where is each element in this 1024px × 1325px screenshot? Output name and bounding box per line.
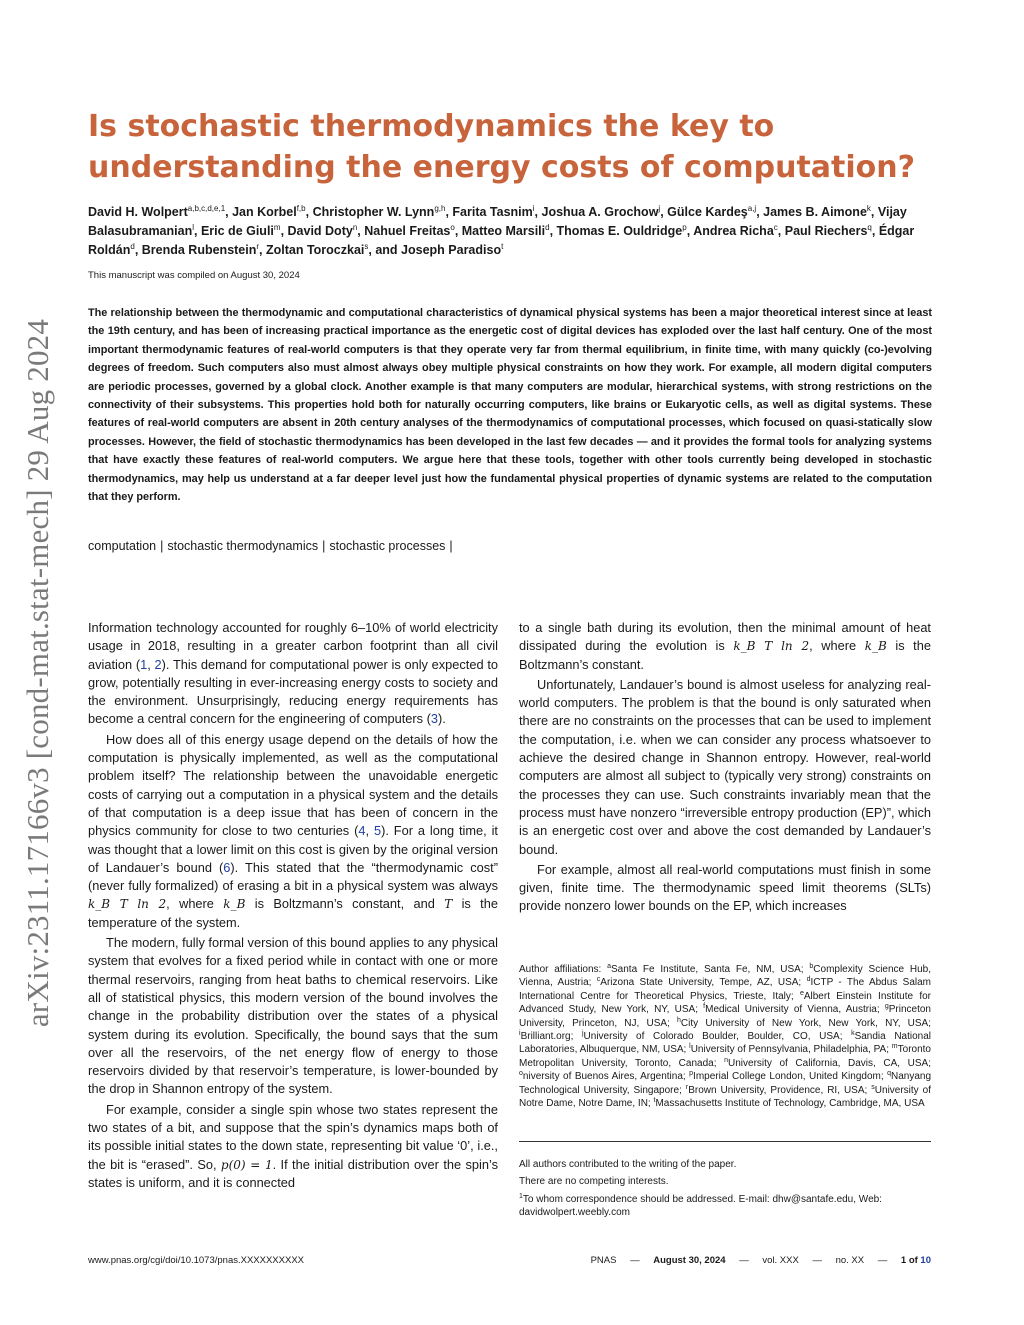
author-name: Thomas E. Ouldridge$^p$	[556, 223, 687, 238]
paragraph: Information technology accounted for roughly 6–10% of world electricity usage in 2018, resulting in a greater carbon footprint than all civil aviation (1, 2). This demand for computational power is only expected to grow, potentially resulting in ever-increasing energy costs to society and the environment. Unsurprisingly, reducing energy requirements has become a central concern for the engineering of computers (3).	[88, 620, 498, 727]
body-right-column	[519, 619, 931, 918]
affiliation-marker: s	[364, 242, 369, 251]
affiliation-marker: i	[532, 204, 535, 213]
affiliation-entry: $^n$University of California, Davis, CA, USA;	[724, 1056, 931, 1069]
citation-link[interactable]: 6	[223, 859, 231, 875]
affiliation-entry: $^p$Imperial College London, United Kingdom;	[689, 1070, 884, 1083]
affiliation-marker: c	[773, 223, 778, 232]
issue-number: no. XX	[835, 1255, 865, 1266]
affiliation-entry: $^g$Princeton University, Princeton, NJ, USA;	[519, 1003, 931, 1029]
paragraph: For example, almost all real-world computations must finish in some given, finite time. The thermodynamic speed limit theorems (SLTs) provide nonzero lower bounds on the EP, which increases	[519, 861, 931, 914]
journal-name: PNAS	[590, 1255, 617, 1266]
affiliation-marker: a,b,c,d,e,1	[187, 204, 226, 213]
keywords: computation | stochastic thermodynamics | stochastic processes |	[88, 539, 453, 553]
arxiv-stamp	[8, 268, 68, 1078]
affiliation-marker: m	[273, 223, 281, 232]
affiliation-entry: $^c$Arizona State University, Tempe, AZ, USA;	[596, 976, 802, 989]
abstract: The relationship between the thermodynamic and computational characteristics of dynamical physical systems has been a major theoretical interest since at least the 19th century, and has been of increasing practical importance as the energetic cost of digital devices has exploded over the last half century. One of the most important thermodynamic features of real-world computers is that they operate very far from thermal equilibrium, in finite time, with many quickly (co-)evolving degrees of freedom. Such computers also must almost always obey multiple physical constraints on how they work. For example, all modern digital computers are periodic processes, governed by a global clock. Another example is that many computers are modular, hierarchical systems, with strong restrictions on the connectivity of their subsystems. This properties hold both for naturally occurring computers, like brains or Eukaryotic cells, as well as digital systems. These features of real-world computers are absent in 20th century analyses of the thermodynamics of computational processes, which focused on quasi-statically slow processes. However, the field of stochastic thermodynamics has been developed in the last few decades — and it provides the formal tools for analyzing systems that have exactly these features of real-world computers. We argue here that these tools, together with other tools currently being developed in stochastic thermodynamics, may help us understand at a far deeper level just how the fundamental physical properties of dynamic systems are related to the computation that they perform.	[88, 307, 932, 504]
affiliation-marker: g,h	[434, 204, 446, 213]
affiliation-marker: k	[866, 204, 871, 213]
author-name: Andrea Richa$^c$	[693, 223, 778, 238]
paper-title: Is stochastic thermodynamics the key to understanding the energy costs of computation?	[88, 109, 916, 185]
affiliation-marker: l	[192, 223, 194, 232]
author-name: James B. Aimone$^k$	[763, 204, 871, 219]
paragraph: For example, consider a single spin whose two states represent the two states of a bit, and suppose that the spin’s dynamics maps both of its possible initial states to the down state, representing bit value ‘0’, i.e., the bit is “erased”. So, p(0) = 1. If the initial distribution over the spin’s states is uniform, and it is connected	[88, 1101, 498, 1190]
affiliation-marker: d	[545, 223, 550, 232]
citation-link[interactable]: 3	[430, 711, 438, 727]
affiliation-entry: $^b$Complexity Science Hub, Vienna, Austria;	[519, 963, 932, 989]
citation-link[interactable]: 2	[154, 656, 162, 672]
affiliation-marker: d	[130, 242, 135, 251]
affiliation-marker: n	[352, 223, 358, 232]
affiliation-entry: $^r$Brown University, Providence, RI, USA;	[685, 1083, 868, 1096]
affiliation-marker: t	[501, 242, 504, 251]
volume: vol. XXX	[762, 1255, 799, 1266]
paragraph: Unfortunately, Landauer’s bound is almost useless for analyzing real-world computers. The problem is that the bound is only saturated when there are no constraints on the processes that can be used to implement the computation, i.e. when we can consider any process whatsoever to achieve the desired change in Shannon entropy. However, real-world computers are almost all subject to (typically very strong) constraints on the processes they can use. Such constraints invariably mean that the process must have nonzero “irreversible entropy production (EP)”, which is an energetic cost over and above the cost demanded by Landauer’s bound.	[519, 676, 931, 857]
affiliation-entry: $^d$ICTP - The Abdus Salam International Centre for Theoretical Physics, Trieste, Italy;	[519, 976, 931, 1002]
page-number: 1 of 10	[900, 1255, 931, 1266]
correspondence-note: $^1$To whom correspondence should be addressed. E-mail: dhw@santafe.edu, Web: davidwolpert.weebly.com	[519, 1192, 882, 1219]
keyword: computation	[88, 539, 157, 553]
footnotes	[519, 1158, 931, 1224]
compiled-date: This manuscript was compiled on August 30, 2024	[88, 270, 300, 281]
affiliation-entry: $^j$University of Colorado Boulder, Boulder, CO, USA;	[581, 1030, 843, 1043]
affiliation-entry: $^e$Albert Einstein Institute for Advanced Study, New York, NY, USA;	[519, 989, 931, 1016]
affiliation-entry: $^k$Sandia National Laboratories, Albuquerque, NM, USA;	[519, 1030, 932, 1056]
paragraph: The modern, fully formal version of this bound applies to any physical system that evolves for a fixed period while in contact with one or more thermal reservoirs, ranging from heat baths to chemical reservoirs. Like all of statistical physics, this modern version of the bound involves the change in the probability distribution over the states of a physical system during its evolution. Specifically, the bound says that the sum over all the reservoirs, of the net energy flow of energy to those reservoirs divided by that reservoir’s temperature, is lower-bounded by the drop in Shannon entropy of the system.	[88, 935, 498, 1097]
affiliation-entry: $^h$City University of New York, New York, NY, USA;	[677, 1016, 931, 1029]
math-expression: k_B T ln 2	[733, 639, 810, 654]
affiliation-entry: $^i$Brilliant.org;	[519, 1030, 574, 1043]
math-expression: p(0) = 1	[220, 1157, 273, 1172]
affiliation-marker: q	[867, 223, 872, 232]
author-name: Nahuel Freitas$^o$	[364, 223, 455, 238]
affiliation-marker: f,b	[296, 204, 306, 213]
math-expression: T	[444, 897, 453, 912]
keyword: stochastic processes	[329, 539, 446, 553]
citation-link[interactable]: 4	[358, 823, 366, 839]
author-name: Brenda Rubenstein$^r$	[141, 242, 260, 257]
citation-link[interactable]: 5	[373, 823, 382, 839]
math-expression: k_B T ln 2	[88, 897, 167, 912]
author-name: Jan Korbel$^{f,b}$	[232, 204, 306, 219]
author-name: Édgar Roldán$^d$	[88, 224, 915, 257]
last-page-link[interactable]: 10	[920, 1255, 931, 1266]
math-expression: k_B	[864, 639, 887, 654]
affiliation-entry: $^m$Toronto Metropolitan University, Toronto, Canada;	[519, 1043, 931, 1069]
author-name: Paul Riechers$^q$	[784, 223, 872, 238]
author-name: Gülce Kardeş$^{a,j}$	[667, 204, 757, 219]
math-expression: k_B	[223, 897, 246, 912]
contribution-note: All authors contributed to the writing of the paper.	[519, 1159, 737, 1170]
author-name: Joseph Paradiso$^t$	[401, 242, 504, 257]
author-list: David H. Wolpert$^{a,b,c,d,e,1}$, Jan Korbel$^{f,b}$, Christopher W. Lynn$^{g,h}$, Farita Tasnim$^i$, Joshua A. Grochow$^j$, Gülce Kardeş$^{a,j}$, James B. Aimone$^k$, Vijay Balasubramanian$^l$, Eric de Giuli$^m$, David Doty$^n$, Nahuel Freitas$^o$, Matteo Marsili$^d$, Thomas E. Ouldridge$^p$, Andrea Richa$^c$, Paul Riechers$^q$, Édgar Roldán$^d$, Brenda Rubenstein$^r$, Zoltan Toroczkai$^s$, and Joseph Paradiso$^t$	[88, 204, 915, 257]
affiliation-entry: $^q$Nanyang Technological University, Singapore;	[519, 1070, 932, 1096]
competing-interests-note: There are no competing interests.	[519, 1176, 669, 1188]
author-name: Matteo Marsili$^d$	[461, 223, 550, 238]
author-name: Zoltan Toroczkai$^s$	[266, 242, 369, 257]
affiliation-entry: $^s$University of Notre Dame, Notre Dame, IN;	[519, 1083, 931, 1110]
affiliation-marker: a,j	[747, 204, 757, 213]
author-name: David H. Wolpert$^{a,b,c,d,e,1}$	[88, 204, 226, 219]
body-left-column	[88, 619, 498, 1194]
affiliation-entry: $^f$Medical University of Vienna, Austria;	[703, 1003, 880, 1016]
author-affiliations: Author affiliations: $^a$Santa Fe Institute, Santa Fe, NM, USA; $^b$Complexity Science Hub, Vienna, Austria; $^c$Arizona State University, Tempe, AZ, USA; $^d$ICTP - The Abdus Salam International Centre for Theoretical Physics, Trieste, Italy; $^e$Albert Einstein Institute for Advanced Study, New York, NY, USA; $^f$Medical University of Vienna, Austria; $^g$Princeton University, Princeton, NJ, USA; $^h$City University of New York, New York, NY, USA; $^i$Brilliant.org; $^j$University of Colorado Boulder, Boulder, CO, USA; $^k$Sandia National Laboratories, Albuquerque, NM, USA; $^l$University of Pennsylvania, Philadelphia, PA; $^m$Toronto Metropolitan University, Toronto, Canada; $^n$University of California, Davis, CA, USA; $^o$niversity of Buenos Aires, Argentina; $^p$Imperial College London, United Kingdom; $^q$Nanyang Technological University, Singapore; $^r$Brown University, Providence, RI, USA; $^s$University of Notre Dame, Notre Dame, IN; $^t$Massachusetts Institute of Technology, Cambridge, MA, USA	[519, 963, 932, 1110]
keyword: stochastic thermodynamics	[167, 539, 319, 553]
citation-link[interactable]: 1	[140, 656, 148, 672]
page-footer: PNAS — August 30, 2024 — vol. XXX — no. XX — 1 of 10	[590, 1255, 931, 1266]
affiliation-entry: $^l$University of Pennsylvania, Philadelphia, PA;	[689, 1043, 889, 1056]
author-name: Farita Tasnim$^i$	[452, 204, 535, 219]
author-name: David Doty$^n$	[287, 223, 358, 238]
affiliation-entry: $^o$niversity of Buenos Aires, Argentina;	[519, 1070, 686, 1083]
arxiv-id: arXiv:2311.17166v3 [cond-mat.stat-mech] 29 Aug 2024	[20, 318, 56, 1028]
author-name: Christopher W. Lynn$^{g,h}$	[312, 204, 446, 219]
paragraph: to a single bath during its evolution, then the minimal amount of heat dissipated during the evolution is k_B T ln 2, where k_B is the Boltzmann’s constant.	[519, 620, 931, 672]
affiliation-entry: $^a$Santa Fe Institute, Santa Fe, NM, USA;	[607, 963, 804, 975]
affiliation-marker: j	[658, 204, 661, 213]
affiliation-marker: p	[682, 223, 687, 232]
affiliation-entry: $^t$Massachusetts Institute of Technology, Cambridge, MA, USA	[653, 1097, 925, 1110]
paragraph: How does all of this energy usage depend on the details of how the computation is physically implemented, as well as the computational problem itself? The relationship between the unavoidable energetic costs of carrying out a computation in a physical system and the details of that computation is a deep issue that has been of concern in the physics community for close to two centuries (4, 5). For a long time, it was thought that a lower limit on this cost is given by the original version of Landauer’s bound (6). This stated that the “thermodynamic cost” (never fully formalized) of erasing a bit in a physical system was always k_B T ln 2, where k_B is Boltzmann’s constant, and T is the temperature of the system.	[88, 731, 498, 930]
author-name: Joshua A. Grochow$^j$	[541, 204, 661, 219]
author-name: Eric de Giuli$^m$	[200, 223, 281, 238]
affiliation-marker: o	[450, 223, 455, 232]
publication-date: August 30, 2024	[653, 1255, 726, 1266]
footnote-divider	[519, 1141, 931, 1142]
doi-link[interactable]: www.pnas.org/cgi/doi/10.1073/pnas.XXXXXXXXXX	[88, 1255, 304, 1266]
author-name: Vijay Balasubramanian$^l$	[88, 205, 907, 238]
affiliation-marker: r	[256, 242, 260, 251]
